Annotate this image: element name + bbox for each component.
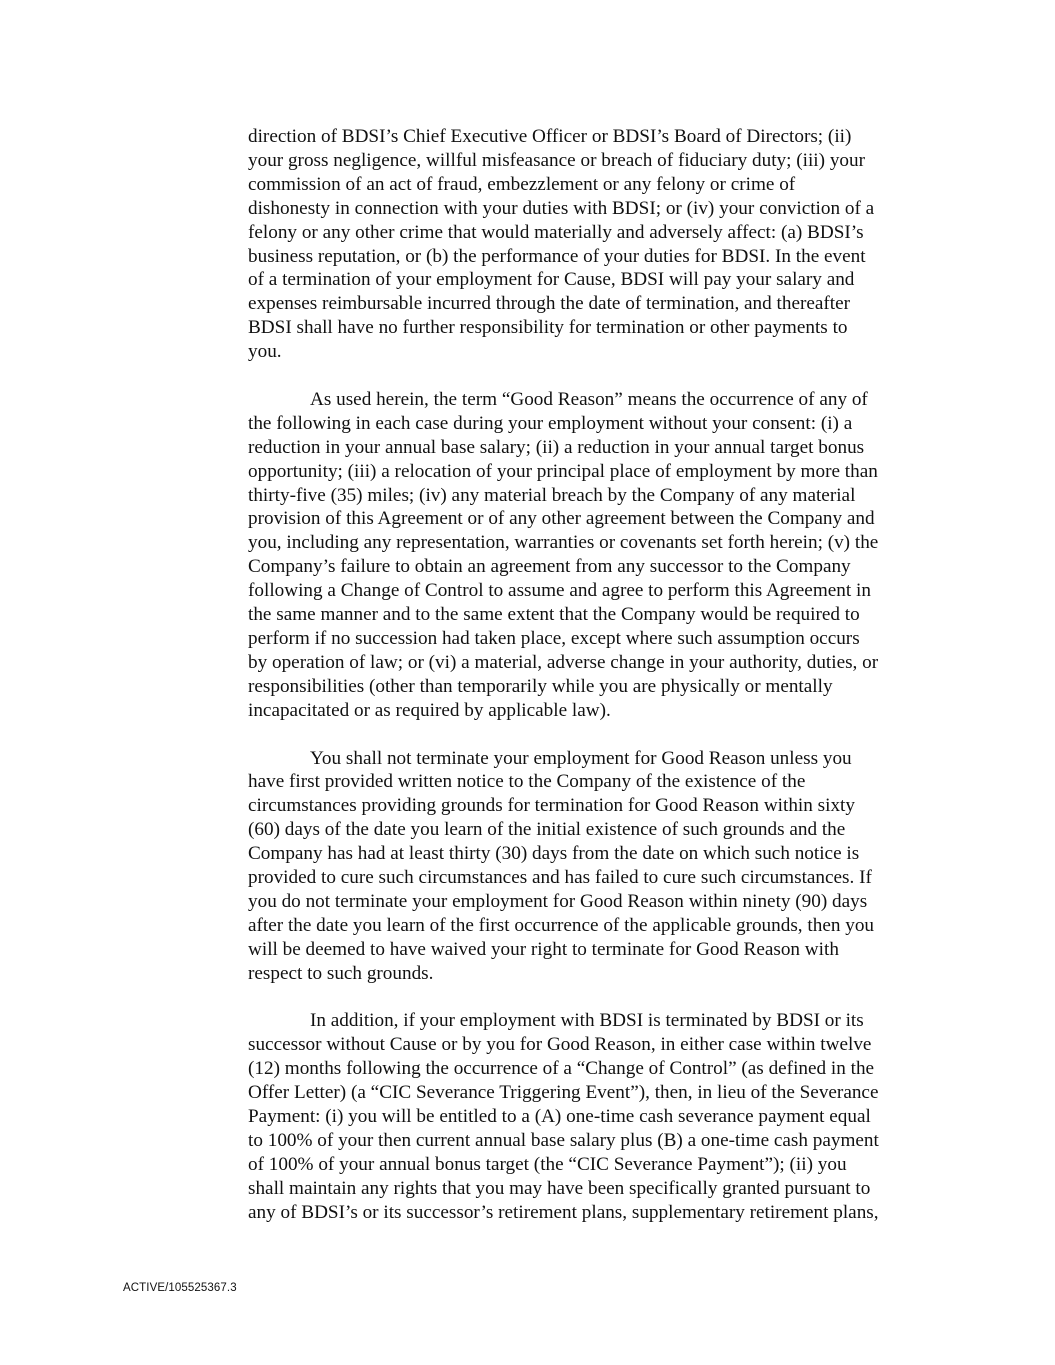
text-line: successor without Cause or by you for Good Reason, in either case within twelve [248,1034,872,1056]
document-footer-id: ACTIVE/105525367.3 [123,1282,237,1294]
text-line: the following in each case during your employment without your consent: (i) a [248,412,853,434]
text-line: you, including any representation, warranties or covenants set forth herein; (v) the [248,532,879,554]
text-line: of a termination of your employment for Cause, BDSI will pay your salary and [248,269,855,291]
text-line: you do not terminate your employment for Good Reason within ninety (90) days [248,890,868,912]
text-line: provision of this Agreement or of any other agreement between the Company and [248,508,875,530]
text-line: to 100% of your then current annual base salary plus (B) a one-time cash payment [248,1130,879,1152]
paragraph-good-reason-notice [248,747,932,986]
text-line: commission of an act of fraud, embezzlement or any felony or crime of [248,173,796,195]
text-line: following a Change of Control to assume and agree to perform this Agreement in [248,580,871,602]
text-line: business reputation, or (b) the performance of your duties for BDSI. In the event [248,245,866,267]
text-line: perform if no succession had taken place, except where such assumption occurs [248,628,860,650]
text-line: felony or any other crime that would materially and adversely affect: (a) BDSI’s [248,221,864,243]
text-line: You shall not terminate your employment for Good Reason unless you [310,747,852,769]
text-line: opportunity; (iii) a relocation of your principal place of employment by more than [248,460,878,482]
text-line: provided to cure such circumstances and has failed to cure such circumstances. If [248,867,872,889]
text-line: reduction in your annual base salary; (ii) a reduction in your annual target bonus [248,436,865,458]
text-line: (60) days of the date you learn of the initial existence of such grounds and the [248,819,846,841]
text-line: BDSI shall have no further responsibility for termination or other payments to [248,317,848,339]
text-line: have first provided written notice to the Company of the existence of the [248,771,806,793]
text-line: expenses reimbursable incurred through the date of termination, and thereafter [248,293,851,315]
text-line: incapacitated or as required by applicable law). [248,699,611,721]
text-line: respect to such grounds. [248,962,434,984]
text-line: the same manner and to the same extent that the Company would be required to [248,604,860,626]
text-line: (12) months following the occurrence of a “Change of Control” (as defined in the [248,1058,875,1080]
text-line: you. [248,341,282,363]
text-line: direction of BDSI’s Chief Executive Officer or BDSI’s Board of Directors; (ii) [248,126,852,147]
text-line: Offer Letter) (a “CIC Severance Triggering Event”), then, in lieu of the Severance [248,1082,879,1104]
text-line: any of BDSI’s or its successor’s retirement plans, supplementary retirement plans, [248,1201,879,1223]
text-line: circumstances providing grounds for termination for Good Reason within sixty [248,795,855,817]
text-line: thirty-five (35) miles; (iv) any material breach by the Company of any material [248,484,856,506]
text-line: of 100% of your annual bonus target (the “CIC Severance Payment”); (ii) you [248,1153,847,1175]
text-line: after the date you learn of the first occurrence of the applicable grounds, then you [248,914,875,936]
text-line: shall maintain any rights that you may have been specifically granted pursuant to [248,1177,871,1199]
text-line: will be deemed to have waived your right to terminate for Good Reason with [248,938,839,960]
text-line: In addition, if your employment with BDSI is terminated by BDSI or its [310,1010,864,1032]
document-body [248,125,932,1249]
text-line: Company’s failure to obtain an agreement from any successor to the Company [248,556,851,578]
text-line: Company has had at least thirty (30) days from the date on which such notice is [248,843,860,865]
paragraph-cic-severance [248,1009,932,1224]
text-line: responsibilities (other than temporarily while you are physically or mentally [248,675,833,697]
text-line: As used herein, the term “Good Reason” means the occurrence of any of [310,388,868,410]
text-line: by operation of law; or (vi) a material, adverse change in your authority, duties, or [248,651,879,673]
text-line: your gross negligence, willful misfeasance or breach of fiduciary duty; (iii) your [248,149,865,171]
text-line: Payment: (i) you will be entitled to a (A) one-time cash severance payment equal [248,1106,871,1128]
paragraph-good-reason-definition [248,388,932,723]
paragraph-cause-definition [248,125,932,364]
text-line: dishonesty in connection with your duties with BDSI; or (iv) your conviction of a [248,197,875,219]
